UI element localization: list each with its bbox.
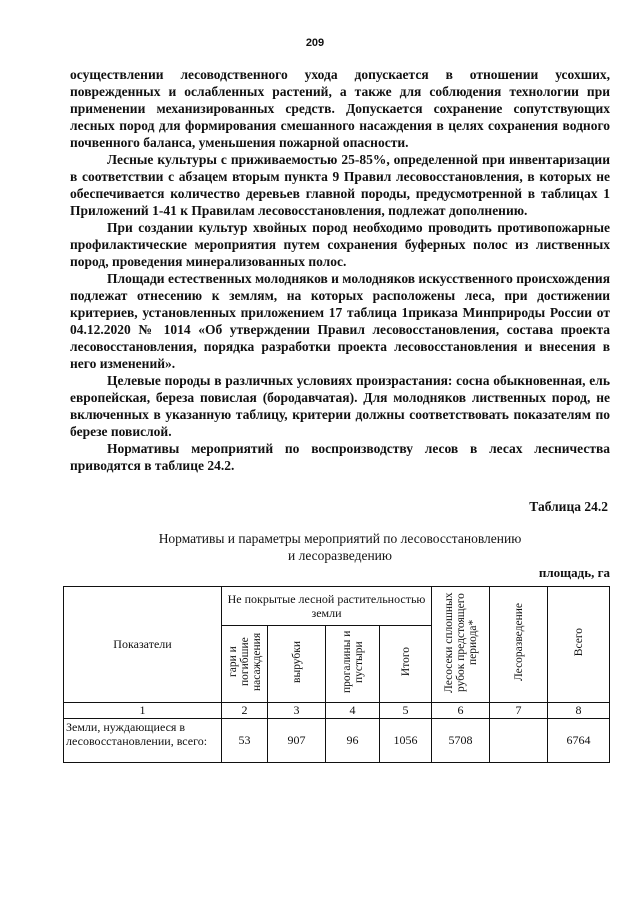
table-title-line-1: Нормативы и параметры мероприятий по лесовосстановлению <box>158 531 522 546</box>
paragraph-4: Площади естественных молодняков и молодняков искусственного происхождения подлежат отнесению к землям, на которых расположены леса, при достижении критериев, установленных приложением 17 таблица 1приказа Минприроды России от 04.12.2020 № 1014 «Об утверждении Правил лесовосстановления, состава проекта лесовосстановления, порядка разработки проекта лесовосстановления и внесения в него изменений». <box>70 271 610 371</box>
page-number: 209 <box>305 37 325 49</box>
column-numbers-row <box>64 703 610 719</box>
column-number: 4 <box>326 703 380 719</box>
header-glades: прогалины и пустыри <box>340 630 365 694</box>
cell-burns: 53 <box>222 719 268 763</box>
column-number: 2 <box>222 703 268 719</box>
column-number: 8 <box>548 703 610 719</box>
paragraph-3: При создании культур хвойных пород необходимо проводить противопожарные профилактические мероприятия путем сохранения буферных полос из лиственных пород, проведения минерализованных полос. <box>70 220 610 269</box>
cell-cutting: 5708 <box>432 719 490 763</box>
cell-all: 6764 <box>548 719 610 763</box>
header-cutting-cell <box>432 587 490 703</box>
header-burns: гари и погибшие насаждения <box>226 632 263 692</box>
cell-clearings: 907 <box>268 719 326 763</box>
cell-total-sub: 1056 <box>380 719 432 763</box>
paragraph-5: Целевые породы в различных условиях произрастания: сосна обыкновенная, ель европейская, береза повислая (бородавчатая). Для молодняков лиственных пород, не включенных в указанную таблицу, критерии должны соответствовать показателям по березе повислой. <box>70 373 610 439</box>
header-glades-cell <box>326 626 380 703</box>
header-cutting: Лесосеки сплошных рубок предстоящего периода* <box>442 592 479 693</box>
table-title-line-2: и лесоразведению <box>288 548 392 563</box>
header-all: Всего <box>572 628 585 657</box>
column-number: 3 <box>268 703 326 719</box>
column-number: 1 <box>64 703 222 719</box>
table-title <box>60 530 620 564</box>
header-clearings-cell <box>268 626 326 703</box>
table-caption: Таблица 24.2 <box>529 499 608 514</box>
paragraph-6: Нормативы мероприятий по воспроизводству лесов в лесах лесничества приводятся в таблице 24.2. <box>70 441 610 473</box>
header-total-sub: Итого <box>399 647 412 677</box>
header-afforestation: Лесоразведение <box>512 603 525 682</box>
table-row <box>64 719 610 763</box>
row-label: Земли, нуждающиеся в лесовосстановлении, всего: <box>64 719 222 763</box>
cell-glades: 96 <box>326 719 380 763</box>
cell-afforestation <box>490 719 548 763</box>
header-clearings: вырубки <box>290 641 303 683</box>
header-afforestation-cell <box>490 587 548 703</box>
header-unforested-group: Не покрытые лесной растительностью земли <box>222 587 432 626</box>
header-indicators: Показатели <box>64 587 222 703</box>
header-burns-cell <box>222 626 268 703</box>
norms-table <box>63 586 610 763</box>
column-number: 6 <box>432 703 490 719</box>
header-all-cell <box>548 587 610 703</box>
column-number: 5 <box>380 703 432 719</box>
column-number: 7 <box>490 703 548 719</box>
header-total-sub-cell <box>380 626 432 703</box>
paragraph-1: осуществлении лесоводственного ухода допускается в отношении усохших, поврежденных и ослабленных растений, а также для соблюдения технологии при применении механизированных средств. Допускается сохранение сопутствующих лесных пород для формирования смешанного насаждения в целях сохранения водного почвенного баланса, уменьшения пожарной опасности. <box>70 67 610 150</box>
table-unit: площадь, га <box>538 565 610 580</box>
body-text <box>70 66 610 474</box>
paragraph-2: Лесные культуры с приживаемостью 25-85%, определенной при инвентаризации в соответствии с абзацем вторым пункта 9 Правил лесовосстановления, в которых не обеспечивается количество деревьев главной породы, предусмотренной в таблицах 1 Приложений 1-41 к Правилам лесовосстановления, подлежат дополнению. <box>70 152 610 218</box>
